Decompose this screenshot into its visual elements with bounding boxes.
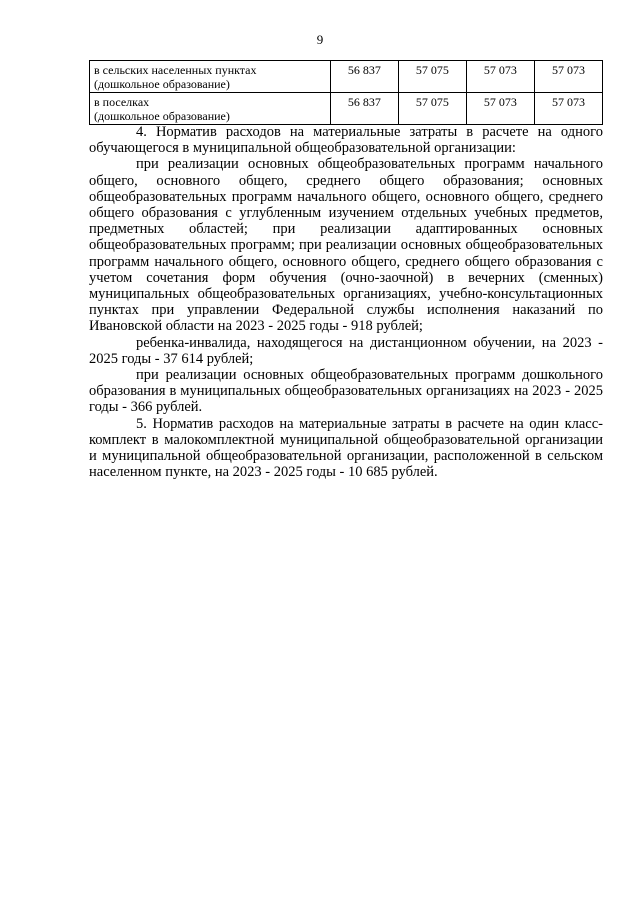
table-cell-value: 57 073 (466, 93, 534, 125)
row-label-line: в поселках (94, 95, 150, 109)
row-label-line: (дошкольное образование) (94, 77, 230, 91)
paragraph-general-programs: при реализации основных общеобразовательных программ начального общего, основного общего, среднего общего образования; основных общеобразовательных программ начального общего, основного общего, среднего общего образования с углубленным изучением отдельных учебных предметов, предметных областей; при реализации адаптированных основных общеобразовательных программ; при реализации основных общеобразовательных программ начального общего, основного общего, среднего общего образования с учетом сочетания форм обучения (очно-заочной) в вечерних (сменных) муниципальных общеобразовательных организациях, учебно-консультационных пунктах при управлении Федеральной службы исполнения наказаний по Ивановской области на 2023 - 2025 годы - 918 рублей; (89, 156, 603, 335)
table-row-label (90, 61, 331, 93)
table-cell-value: 57 075 (398, 61, 466, 93)
row-label-line: (дошкольное образование) (94, 109, 230, 123)
paragraph-disabled-child: ребенка-инвалида, находящегося на дистанционном обучении, на 2023 - 2025 годы - 37 614 рублей; (89, 334, 603, 367)
table-cell-value: 57 075 (398, 93, 466, 125)
table-cell-value: 56 837 (330, 61, 398, 93)
table-cell-value: 57 073 (534, 93, 602, 125)
paragraph-item-5: 5. Норматив расходов на материальные затраты в расчете на один класс-комплект в малокомплектной муниципальной общеобразовательной организации и муниципальной общеобразовательной организации, расположенной в сельском населенном пункте, на 2023 - 2025 годы - 10 685 рублей. (89, 415, 603, 481)
table-cell-value: 57 073 (534, 61, 602, 93)
table-cell-value: 57 073 (466, 61, 534, 93)
page-number: 9 (316, 32, 324, 47)
table-row (90, 61, 603, 93)
table-row-label (90, 93, 331, 125)
paragraph-preschool: при реализации основных общеобразовательных программ дошкольного образования в муниципальных общеобразовательных организациях на 2023 - 2025 годы - 366 рублей. (89, 367, 603, 416)
paragraph-item-4: 4. Норматив расходов на материальные затраты в расчете на одного обучающегося в муниципальной общеобразовательной организации: (89, 124, 603, 157)
table-cell-value: 56 837 (330, 93, 398, 125)
row-label-line: в сельских населенных пунктах (94, 63, 257, 77)
table-row (90, 93, 603, 125)
document-body (89, 124, 603, 480)
cost-table (89, 60, 603, 125)
